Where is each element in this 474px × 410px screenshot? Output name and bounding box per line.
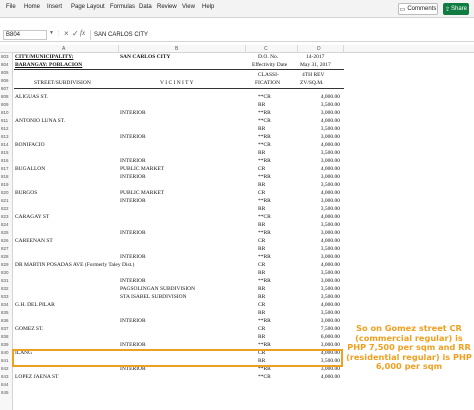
classification-cell[interactable]: **RR: [258, 318, 271, 324]
menu-data[interactable]: Data: [139, 4, 152, 10]
classification-cell[interactable]: CR: [258, 350, 266, 356]
classification-cell[interactable]: CR: [258, 190, 266, 196]
header-rule: [14, 88, 344, 89]
classification-cell[interactable]: RR: [258, 310, 266, 316]
street-cell[interactable]: BURGOS: [15, 190, 38, 196]
row-number[interactable]: 811: [1, 118, 9, 123]
row-number[interactable]: 818: [1, 174, 9, 179]
zonal-value-cell[interactable]: 3,000.00: [320, 342, 340, 348]
row-number[interactable]: 820: [1, 190, 9, 195]
vicinity-cell[interactable]: INTERIOR: [120, 198, 146, 204]
street-cell[interactable]: BUGALLON: [15, 166, 46, 172]
street-cell[interactable]: DR MARTIN POSADAS AVE (Formerly Taley Dist.): [15, 262, 135, 268]
column-divider[interactable]: [245, 45, 246, 53]
enter-icon[interactable]: ✓: [72, 29, 79, 38]
row-number[interactable]: 807: [1, 86, 9, 91]
classification-cell[interactable]: RR: [258, 334, 266, 340]
do-label[interactable]: D.O. No.: [258, 54, 279, 60]
zonal-value-cell[interactable]: 4,000.00: [320, 214, 340, 220]
name-box[interactable]: B804: [3, 30, 47, 40]
zonal-value-cell[interactable]: 3,000.00: [320, 110, 340, 116]
share-button[interactable]: [443, 3, 469, 15]
row-number[interactable]: 810: [1, 110, 9, 115]
column-header-d[interactable]: D: [317, 46, 321, 52]
zonal-value-cell[interactable]: 3,000.00: [320, 254, 340, 260]
city-label[interactable]: CITY/MUNICIPALITY:: [15, 54, 74, 60]
comments-button-label: Comments: [407, 6, 437, 12]
zonal-value-cell[interactable]: 3,500.00: [320, 102, 340, 108]
annotation-text: So on Gomez street CR (commercial regular) is PHP 7,500 per sqm and RR (residential regular) is PHP 6,000 per sqm: [346, 323, 472, 371]
row-number[interactable]: 803: [1, 54, 9, 59]
vicinity-cell[interactable]: STA ISABEL SUBDIVISION: [120, 294, 187, 300]
row-number[interactable]: 842: [1, 366, 9, 371]
street-cell[interactable]: CARAGAY ST: [15, 214, 50, 220]
zonal-value-cell[interactable]: 4,000.00: [320, 166, 340, 172]
classification-cell[interactable]: **CR: [258, 94, 271, 100]
row-number[interactable]: 821: [1, 198, 9, 203]
rev-header[interactable]: 4TH REV: [302, 72, 325, 78]
classification-cell[interactable]: RR: [258, 286, 266, 292]
classification-cell[interactable]: RR: [258, 270, 266, 276]
vicinity-cell[interactable]: PUBLIC MARKET: [120, 190, 165, 196]
menu-formulas[interactable]: Formulas: [110, 4, 136, 10]
chevron-down-icon[interactable]: ▼: [49, 30, 54, 36]
vicinity-cell[interactable]: PAGSOLINGAN SUBDIVISION: [120, 286, 196, 292]
drag-handle-icon: ⋮: [56, 31, 62, 37]
row-number[interactable]: 837: [1, 326, 9, 331]
row-number[interactable]: 815: [1, 150, 9, 155]
row-number[interactable]: 813: [1, 134, 9, 139]
classification-cell[interactable]: **CR: [258, 142, 271, 148]
cancel-icon[interactable]: ×: [64, 29, 69, 38]
classification-cell[interactable]: **RR: [258, 158, 271, 164]
zonal-value-cell[interactable]: 7,500.00: [320, 326, 340, 332]
row-number[interactable]: 826: [1, 238, 9, 243]
row-number[interactable]: 832: [1, 286, 9, 291]
zonal-value-cell[interactable]: 3,500.00: [320, 150, 340, 156]
classification-cell[interactable]: RR: [258, 150, 266, 156]
classification-cell[interactable]: CR: [258, 302, 266, 308]
header-rule: [14, 69, 344, 70]
city-value[interactable]: SAN CARLOS CITY: [120, 54, 171, 60]
row-number[interactable]: 825: [1, 230, 9, 235]
row-number[interactable]: 844: [1, 382, 9, 387]
effectivity-label[interactable]: Effectivity Date: [252, 62, 288, 68]
row-number[interactable]: 824: [1, 222, 9, 227]
vicinity-cell[interactable]: PUBLIC MARKET: [120, 166, 165, 172]
vicinity-cell[interactable]: INTERIOR: [120, 110, 146, 116]
street-cell[interactable]: GOMEZ ST.: [15, 326, 44, 332]
zonal-value-cell[interactable]: 3,000.00: [320, 134, 340, 140]
row-number[interactable]: 808: [1, 94, 9, 99]
classification-cell[interactable]: RR: [258, 246, 266, 252]
row-number[interactable]: 816: [1, 158, 9, 163]
barangay-label[interactable]: BARANGAY: POBLACION: [15, 62, 83, 68]
row-number[interactable]: 845: [1, 390, 9, 395]
menu-home[interactable]: Home: [24, 4, 41, 10]
row-number[interactable]: 823: [1, 214, 9, 219]
classification-cell[interactable]: **CR: [258, 118, 271, 124]
comments-button[interactable]: [398, 3, 438, 15]
classification-cell[interactable]: **CR: [258, 374, 271, 380]
classification-cell[interactable]: CR: [258, 238, 266, 244]
zonal-value-cell[interactable]: 4,000.00: [320, 262, 340, 268]
street-cell[interactable]: ILANG: [15, 350, 33, 356]
row-number[interactable]: 836: [1, 318, 9, 323]
zonal-value-cell[interactable]: 3,500.00: [320, 222, 340, 228]
share-icon: ⇪: [444, 6, 450, 13]
zonal-value-cell[interactable]: 4,000.00: [320, 142, 340, 148]
zonal-value-cell[interactable]: 3,500.00: [320, 270, 340, 276]
vicinity-cell[interactable]: INTERIOR: [120, 254, 146, 260]
vicinity-cell[interactable]: INTERIOR: [120, 342, 146, 348]
fication-label[interactable]: FICATION: [255, 80, 281, 86]
row-number[interactable]: 833: [1, 294, 9, 299]
row-number[interactable]: 806: [1, 78, 9, 83]
classification-cell[interactable]: RR: [258, 102, 266, 108]
do-value[interactable]: 14-2017: [306, 54, 325, 60]
zv-header[interactable]: ZV/SQ.M.: [300, 80, 324, 86]
zonal-value-cell[interactable]: 4,000.00: [320, 118, 340, 124]
row-number[interactable]: 814: [1, 142, 9, 147]
menu-insert[interactable]: Insert: [47, 4, 63, 10]
zonal-value-cell[interactable]: 4,000.00: [320, 94, 340, 100]
zonal-value-cell[interactable]: 4,000.00: [320, 374, 340, 380]
vicinity-cell[interactable]: INTERIOR: [120, 318, 146, 324]
menu-page-layout[interactable]: Page Layout: [71, 4, 105, 10]
street-cell[interactable]: ANTONIO LUNA ST.: [15, 118, 66, 124]
vicinity-cell[interactable]: INTERIOR: [120, 278, 146, 284]
column-header-c[interactable]: C: [264, 46, 268, 52]
zonal-value-cell[interactable]: 4,000.00: [320, 350, 340, 356]
ribbon-menu-bar: [0, 0, 474, 18]
street-cell[interactable]: LOPEZ JAENA ST: [15, 374, 59, 380]
row-number[interactable]: 809: [1, 102, 9, 107]
zonal-value-cell[interactable]: 3,000.00: [320, 318, 340, 324]
classification-cell[interactable]: CR: [258, 262, 266, 268]
zonal-value-cell[interactable]: 4,000.00: [320, 190, 340, 196]
column-header-a[interactable]: A: [62, 46, 66, 52]
row-number[interactable]: 804: [1, 62, 9, 67]
zonal-value-cell[interactable]: 3,000.00: [320, 278, 340, 284]
zonal-value-cell[interactable]: 6,000.00: [320, 334, 340, 340]
highlight-box: [12, 349, 343, 367]
formula-input[interactable]: SAN CARLOS CITY: [90, 30, 148, 40]
classification-cell[interactable]: CR: [258, 326, 266, 332]
street-cell[interactable]: CAREENAN ST: [15, 238, 53, 244]
classification-cell[interactable]: **CR: [258, 214, 271, 220]
classification-cell[interactable]: **RR: [258, 174, 271, 180]
row-number[interactable]: 805: [1, 70, 9, 75]
vicinity-cell[interactable]: INTERIOR: [120, 366, 146, 372]
classi-label[interactable]: CLASSI-: [258, 72, 279, 78]
zonal-value-cell[interactable]: 3,500.00: [320, 126, 340, 132]
formula-bar: [0, 28, 474, 42]
function-icon[interactable]: fx: [80, 29, 86, 37]
vicinity-cell[interactable]: INTERIOR: [120, 174, 146, 180]
menu-help[interactable]: Help: [202, 4, 215, 10]
classification-cell[interactable]: **RR: [258, 134, 271, 140]
row-number[interactable]: 828: [1, 254, 9, 259]
column-headers: [0, 45, 474, 53]
row-number[interactable]: 829: [1, 262, 9, 267]
row-number[interactable]: 830: [1, 270, 9, 275]
row-number[interactable]: 841: [1, 358, 9, 363]
row-number[interactable]: 819: [1, 182, 9, 187]
column-divider[interactable]: [118, 45, 119, 53]
classification-cell[interactable]: **RR: [258, 254, 271, 260]
row-number[interactable]: 812: [1, 126, 9, 131]
classification-cell[interactable]: RR: [258, 182, 266, 188]
column-divider[interactable]: [343, 45, 344, 53]
street-cell[interactable]: ALIGUAS ST.: [15, 94, 48, 100]
classification-cell[interactable]: **RR: [258, 278, 271, 284]
row-number[interactable]: 838: [1, 334, 9, 339]
row-number[interactable]: 839: [1, 342, 9, 347]
classification-cell[interactable]: RR: [258, 294, 266, 300]
classification-cell[interactable]: **RR: [258, 198, 271, 204]
row-number[interactable]: 817: [1, 166, 9, 171]
classification-cell[interactable]: **RR: [258, 366, 271, 372]
vicinity-header[interactable]: V I C I N I T Y: [160, 80, 194, 86]
classification-cell[interactable]: **RR: [258, 110, 271, 116]
column-divider[interactable]: [297, 45, 298, 53]
classification-cell[interactable]: **RR: [258, 342, 271, 348]
classification-cell[interactable]: RR: [258, 222, 266, 228]
classification-cell[interactable]: **RR: [258, 230, 271, 236]
zonal-value-cell[interactable]: 3,000.00: [320, 198, 340, 204]
zonal-value-cell[interactable]: 4,000.00: [320, 302, 340, 308]
share-button-label: Share: [451, 6, 468, 12]
vicinity-cell[interactable]: INTERIOR: [120, 230, 146, 236]
zonal-value-cell[interactable]: 3,500.00: [320, 206, 340, 212]
menu-view[interactable]: View: [182, 4, 195, 10]
menu-review[interactable]: Review: [157, 4, 177, 10]
zonal-value-cell[interactable]: 3,500.00: [320, 358, 340, 364]
classification-cell[interactable]: RR: [258, 206, 266, 212]
row-number[interactable]: 840: [1, 350, 9, 355]
row-number[interactable]: 827: [1, 246, 9, 251]
column-header-b[interactable]: B: [175, 46, 179, 52]
zonal-value-cell[interactable]: 3,500.00: [320, 246, 340, 252]
row-number[interactable]: 834: [1, 302, 9, 307]
comment-icon: ▭: [399, 6, 406, 13]
zonal-value-cell[interactable]: 3,500.00: [320, 286, 340, 292]
row-number[interactable]: 843: [1, 374, 9, 379]
street-cell[interactable]: G.H. DEL PILAR: [15, 302, 55, 308]
zonal-value-cell[interactable]: 3,500.00: [320, 182, 340, 188]
zonal-value-cell[interactable]: 3,500.00: [320, 310, 340, 316]
vicinity-cell[interactable]: INTERIOR: [120, 134, 146, 140]
vicinity-cell[interactable]: INTERIOR: [120, 158, 146, 164]
menu-file[interactable]: File: [6, 4, 16, 10]
zonal-value-cell[interactable]: 3,000.00: [320, 366, 340, 372]
zonal-value-cell[interactable]: 3,500.00: [320, 294, 340, 300]
street-cell[interactable]: BONIFACIO: [15, 142, 45, 148]
zonal-value-cell[interactable]: 3,000.00: [320, 174, 340, 180]
zonal-value-cell[interactable]: 3,000.00: [320, 158, 340, 164]
effectivity-value[interactable]: May 31, 2017: [300, 62, 331, 68]
zonal-value-cell[interactable]: 4,000.00: [320, 238, 340, 244]
zonal-value-cell[interactable]: 3,000.00: [320, 230, 340, 236]
classification-cell[interactable]: RR: [258, 358, 266, 364]
classification-cell[interactable]: RR: [258, 126, 266, 132]
row-number[interactable]: 835: [1, 310, 9, 315]
classification-cell[interactable]: CR: [258, 166, 266, 172]
street-header[interactable]: STREET/SUBDIVISION: [34, 80, 91, 86]
row-number[interactable]: 822: [1, 206, 9, 211]
row-number[interactable]: 831: [1, 278, 9, 283]
